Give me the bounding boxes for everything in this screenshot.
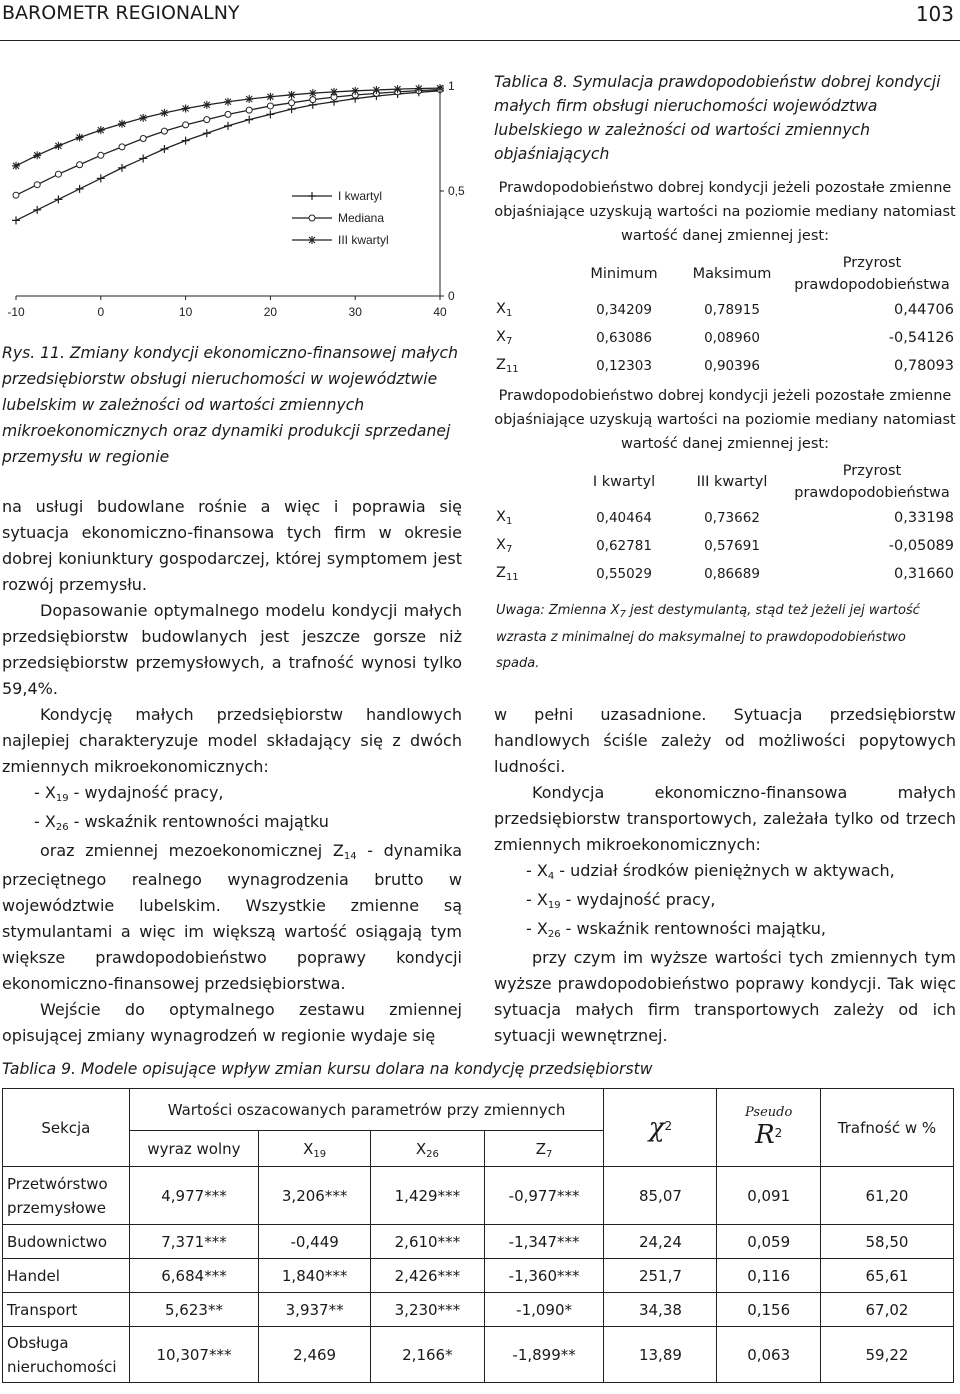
data-point (436, 84, 444, 92)
data-point (330, 88, 338, 96)
table-row: $X_1$ 0,34209 0,78915 0,44706 (496, 301, 954, 319)
data-point (351, 87, 359, 95)
table-row: Przetwórstwo przemysłowe 4,977*** 3,206*** 1,429*** -0,977*** 85,07 0,091 61,20 (3, 1167, 954, 1225)
data-point (12, 216, 20, 224)
col-header: $X_{19}$ (259, 1131, 371, 1167)
data-point (182, 137, 190, 145)
legend-marker (308, 236, 316, 244)
list-item: - X19 - wydajność pracy, (34, 783, 224, 804)
data-point (266, 93, 274, 101)
table-row: Transport 5,623** 3,937** 3,230*** -1,090* 34,38 0,156 67,02 (3, 1293, 954, 1327)
data-point (13, 192, 19, 198)
y-tick-label: 1 (448, 79, 455, 93)
data-point (55, 171, 61, 177)
col-header-chi: $\chi^2$ (604, 1089, 717, 1167)
data-point (140, 136, 146, 142)
col-header: Trafność w % (820, 1089, 953, 1167)
data-point (204, 117, 210, 123)
col-header: Maksimum (692, 266, 772, 282)
paragraph: Dopasowanie optymalnego modelu kondycji małych przedsiębiorstw budowlanych jest jeszcze gorsze niż przedsiębiorstw przemysłowych, a trafność wynosi tylko 59,4%. (2, 601, 462, 698)
paragraph: Kondycję małych przedsiębiorstw handlowych najlepiej charakteryzuje model składający się z dwóch zmiennych mikroekonomicznych: (2, 705, 462, 776)
figure-11 (0, 60, 472, 332)
data-point (98, 152, 104, 158)
paragraph: Wejście do optymalnego zestawu zmiennej opisującej zmiany wynagrodzeń w regionie wydaje się (2, 1000, 462, 1045)
data-point (54, 195, 62, 203)
data-point (76, 133, 84, 141)
data-point (97, 174, 105, 182)
data-point (139, 114, 147, 122)
paragraph: oraz zmiennej mezoekonomicznej Z14 - dynamika przeciętnego realnego wynagrodzenia brutto w województwie lubelskim. Wszystkie zmienne są stymulantami a więc im większą wartość osiągają tym większe prawdopodobieństwo poprawy kondycji ekonomiczno-finansowej przedsiębiorstwa. (2, 841, 462, 993)
data-point (97, 126, 105, 134)
data-point (34, 182, 40, 188)
list-item: - X19 - wydajność pracy, (526, 890, 716, 911)
col-header: I kwartyl (592, 474, 656, 490)
page-number: 103 (915, 2, 954, 26)
x-tick-label: 30 (348, 305, 362, 319)
data-point (139, 154, 147, 162)
list-item: - X26 - wskaźnik rentowności majątku, (526, 919, 826, 940)
y-tick-label: 0 (448, 289, 455, 303)
table8-note: Uwaga: Zmienna $X_7$ jest destymulantą, stąd też jeżeli jej wartość wzrasta z minimalnej do maksymalnej to prawdopodobieństwo spada. (496, 603, 920, 671)
data-point (246, 107, 252, 113)
data-point (160, 145, 168, 153)
x-tick-label: 20 (263, 305, 278, 319)
table8-section-heading: Prawdopodobieństwo dobrej kondycji jeżeli pozostałe zmienne objaśniające uzyskują wartości na poziomie mediany natomiast wartość danej zmiennej jest: (494, 388, 956, 452)
list-item: - X26 - wskaźnik rentowności majątku (34, 812, 329, 833)
col-header: $X_{26}$ (371, 1131, 485, 1167)
table-row: $Z_{11}$ 0,55029 0,86689 0,31660 (496, 565, 954, 583)
table8-section-heading: Prawdopodobieństwo dobrej kondycji jeżeli pozostałe zmienne objaśniające uzyskują wartości na poziomie mediany natomiast wartość danej zmiennej jest: (494, 180, 956, 244)
journal-title: BAROMETR REGIONALNY (2, 2, 240, 24)
data-point (225, 111, 231, 117)
data-point (161, 128, 167, 134)
x-tick-label: -10 (7, 305, 25, 319)
data-point (118, 164, 126, 172)
data-point (266, 110, 274, 118)
data-point (33, 151, 41, 159)
data-point (54, 142, 62, 150)
data-point (288, 91, 296, 99)
data-point (309, 89, 317, 97)
table-row: $X_7$ 0,62781 0,57691 -0,05089 (496, 537, 954, 555)
data-point (245, 95, 253, 103)
col-header: III kwartyl (696, 474, 768, 490)
list-item: - X4 - udział środków pieniężnych w aktywach, (526, 861, 895, 882)
data-point (183, 122, 189, 128)
data-point (182, 104, 190, 112)
legend-marker (309, 215, 315, 221)
data-point (203, 129, 211, 137)
data-point (12, 162, 20, 170)
page-header (0, 0, 960, 41)
table-9 (2, 1088, 954, 1383)
legend-label: III kwartyl (338, 233, 389, 247)
paragraph: Kondycja ekonomiczno-finansowa małych przedsiębiorstw transportowych, zależała tylko od trzech zmiennych mikroekonomicznych: (494, 783, 956, 854)
data-point (224, 122, 232, 130)
table9-caption: Tablica 9. Modele opisujące wpływ zmian kursu dolara na kondycję przedsiębiorstw (2, 1060, 653, 1078)
x-tick-label: 40 (433, 305, 447, 319)
line-chart (0, 60, 472, 332)
col-header: Minimum (590, 266, 658, 282)
col-header: wyraz wolny (129, 1131, 259, 1167)
data-point (119, 144, 125, 150)
col-header: Sekcja (3, 1089, 130, 1167)
data-point (289, 100, 295, 106)
left-column (2, 494, 462, 1049)
data-point (33, 206, 41, 214)
table-row: $X_7$ 0,63086 0,08960 -0,54126 (496, 329, 954, 347)
col-header: Przyrost prawdopodobieństwa (794, 463, 950, 501)
table-row: $X_1$ 0,40464 0,73662 0,33198 (496, 509, 954, 527)
data-point (76, 185, 84, 193)
data-point (394, 85, 402, 93)
data-point (267, 103, 273, 109)
data-point (372, 86, 380, 94)
right-column (494, 702, 956, 1049)
legend-label: Mediana (338, 211, 385, 225)
col-header: Przyrost prawdopodobieństwa (794, 255, 950, 293)
data-point (160, 109, 168, 117)
data-point (118, 120, 126, 128)
table8-caption: Tablica 8. Symulacja prawdopodobieństw dobrej kondycji małych firm obsługi nieruchomości województwa lubelskiego w zależności od wartości zmiennych objaśniających (494, 73, 941, 163)
data-point (77, 162, 83, 168)
data-point (310, 97, 316, 103)
data-point (415, 85, 423, 93)
paragraph: przy czym im wyższe wartości tych zmiennych tym wyższe prawdopodobieństwo poprawy kondycji. Tak więc sytuacja małych firm transportowych zależy od ich sytuacji wewnętrznej. (494, 948, 956, 1045)
data-point (245, 116, 253, 124)
data-point (224, 98, 232, 106)
col-header: Wartości oszacowanych parametrów przy zmiennych (129, 1089, 604, 1131)
legend-label: I kwartyl (338, 189, 383, 203)
col-header-pseudo-r2: Pseudo $R^2$ (717, 1089, 820, 1167)
table-row: Budownictwo 7,371*** -0,449 2,610*** -1,347*** 24,24 0,059 58,50 (3, 1225, 954, 1259)
paragraph: na usługi budowlane rośnie a więc i poprawia się sytuacja ekonomiczno-finansowa tych firm w okresie dobrej koniunktury gospodarczej, której symptomem jest rozwój przemysłu. (2, 497, 462, 594)
data-point (203, 101, 211, 109)
x-tick-label: 0 (97, 305, 105, 319)
table-row: $Z_{11}$ 0,12303 0,90396 0,78093 (496, 357, 954, 375)
table-8 (492, 172, 958, 588)
col-header: $Z_7$ (484, 1131, 604, 1167)
x-tick-label: 10 (178, 305, 193, 319)
table-row: Obsługa nieruchomości 10,307*** 2,469 2,166* -1,899** 13,89 0,063 59,22 (3, 1327, 954, 1383)
table-row: Handel 6,684*** 1,840*** 2,426*** -1,360*** 251,7 0,116 65,61 (3, 1259, 954, 1293)
y-tick-label: 0,5 (448, 184, 465, 198)
figure-caption: Rys. 11. Zmiany kondycji ekonomiczno-finansowej małych przedsiębiorstw obsługi nieruchomości w województwie lubelskim w zależności od wartości zmiennych mikroekonomicznych oraz dynamiki produkcji sprzedanej przemysłu w regionie (2, 344, 458, 466)
paragraph: w pełni uzasadnione. Sytuacja przedsiębiorstw handlowych ściśle zależy od możliwości popytowych ludności. (494, 705, 956, 776)
